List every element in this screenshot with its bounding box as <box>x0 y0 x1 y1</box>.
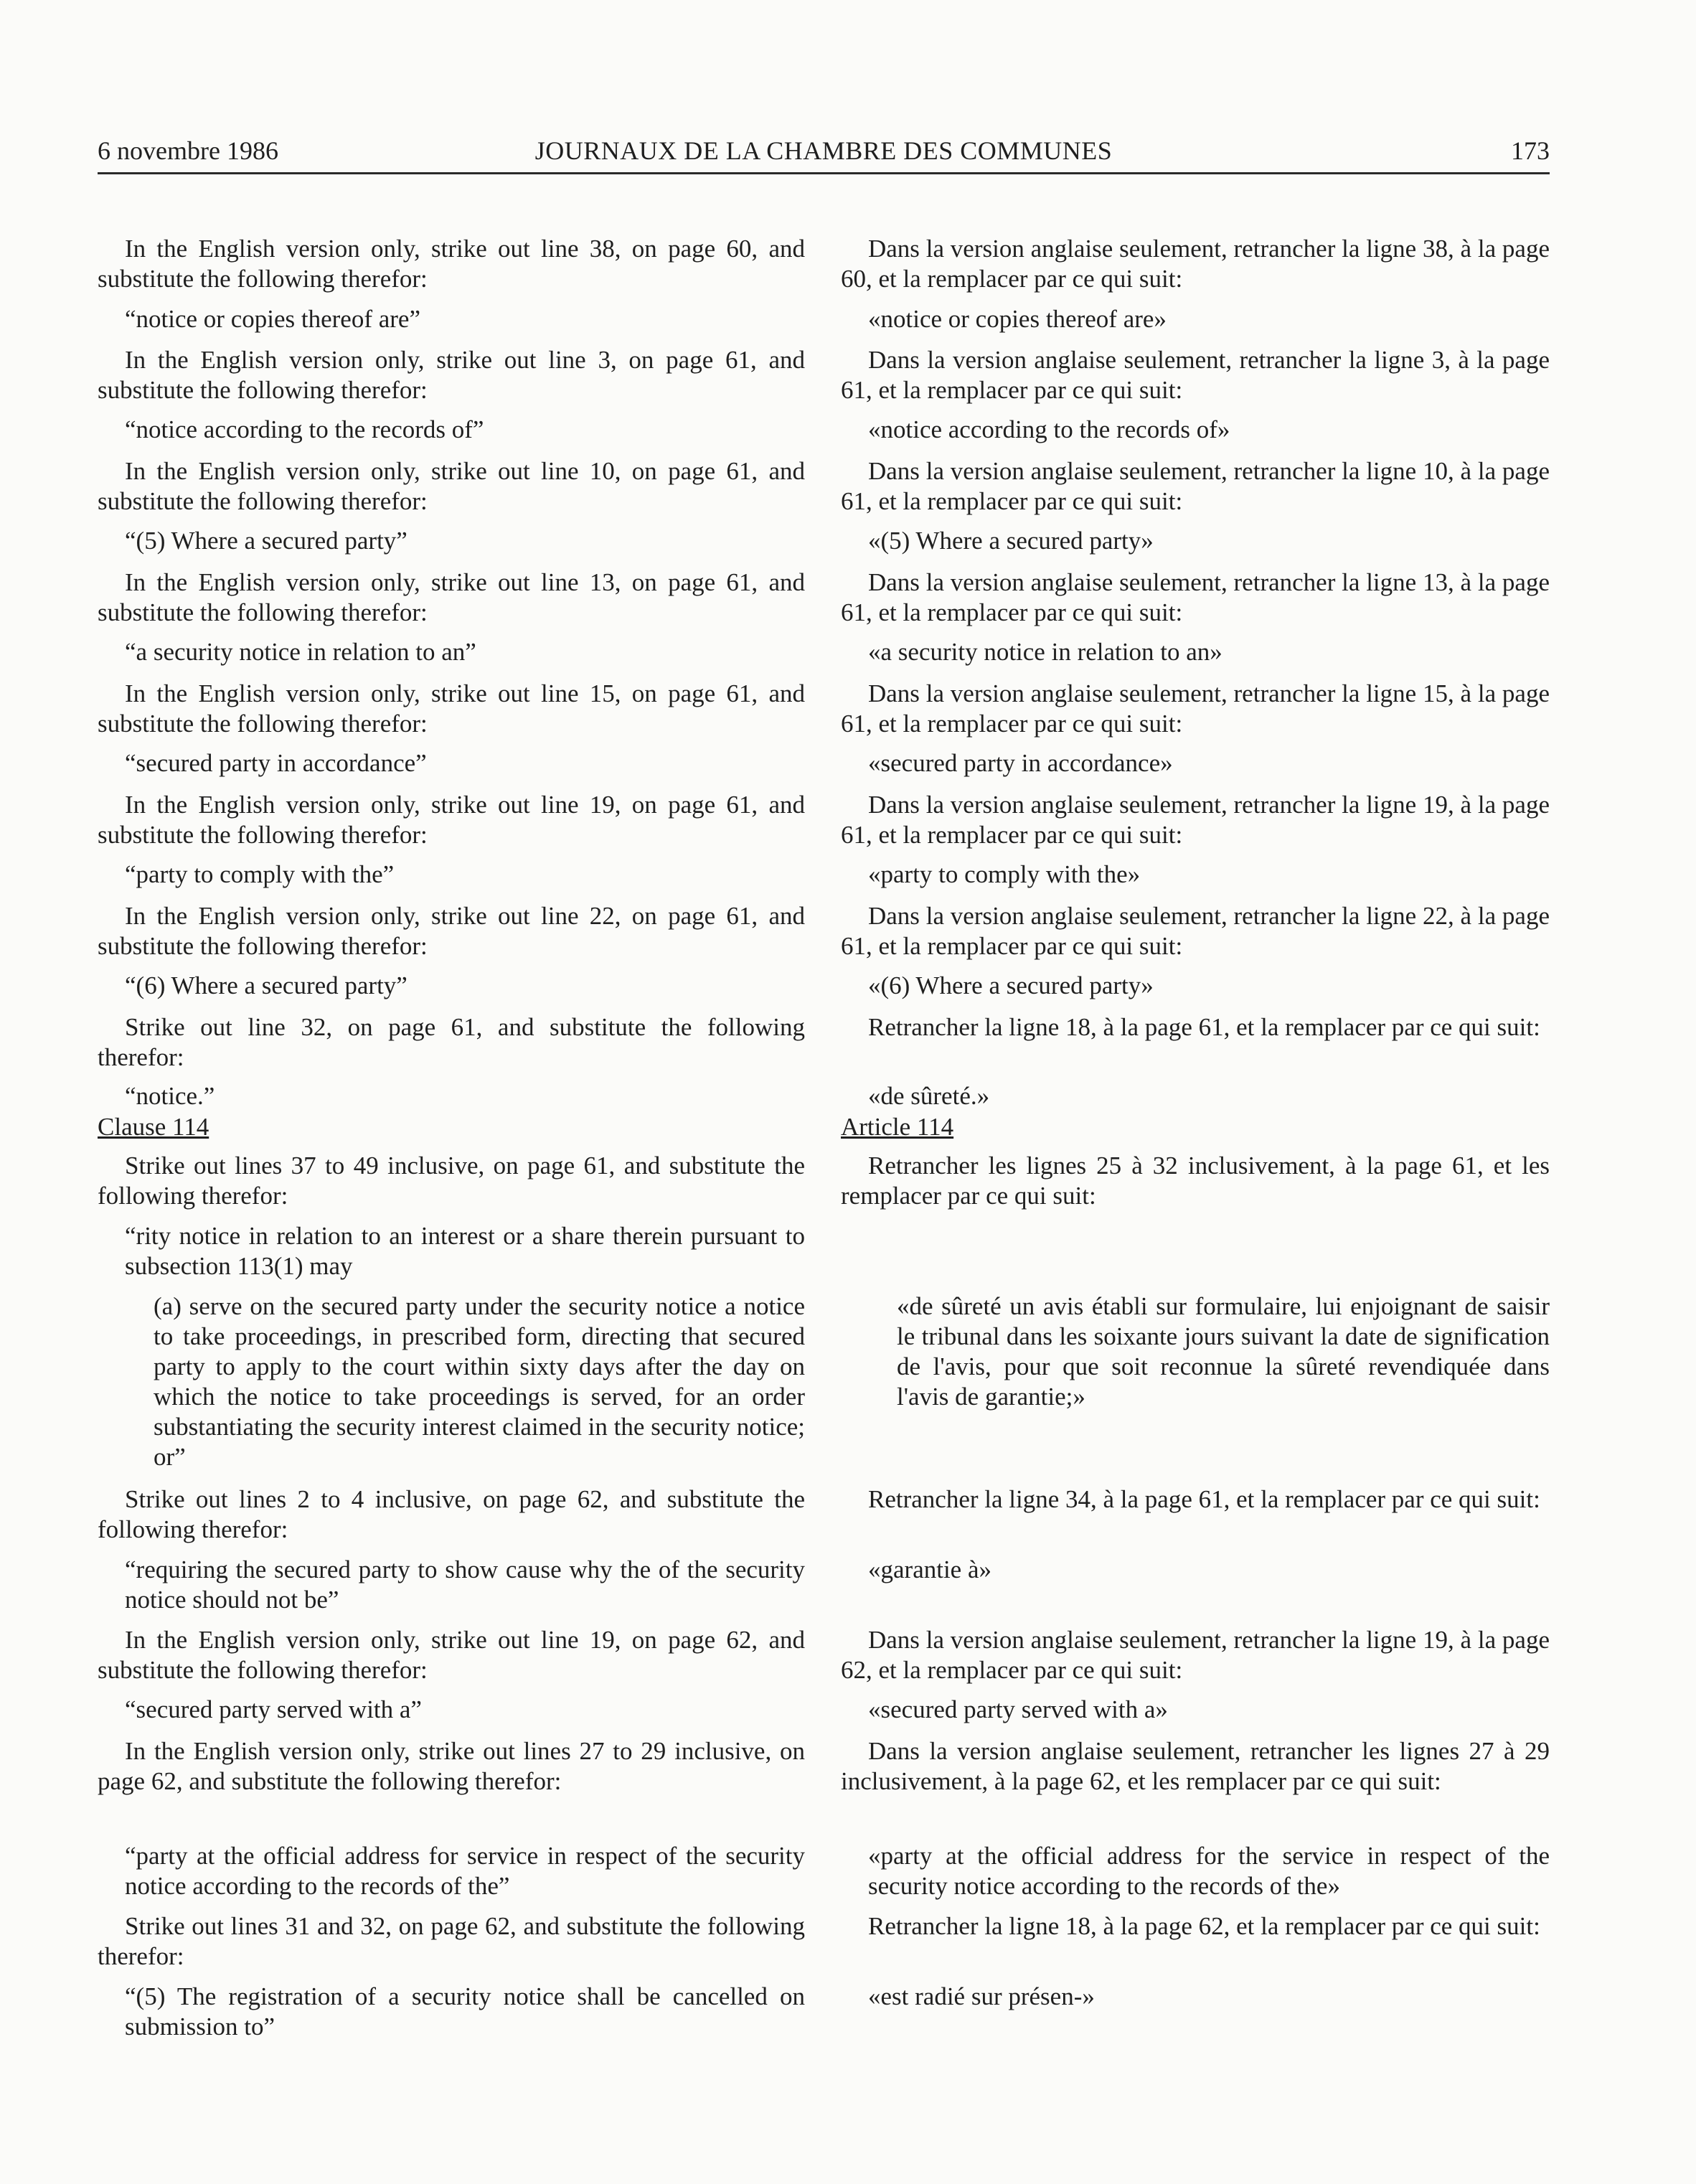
instruction-paragraph: Dans la version anglaise seulement, retrancher la ligne 19, à la page 61, et la remplacer par ce qui suit: <box>841 791 1550 849</box>
instruction-paragraph: Retrancher les lignes 25 à 32 inclusivement, à la page 61, et les remplacer par ce qui suit: <box>841 1152 1550 1210</box>
instruction-paragraph: In the English version only, strike out line 15, on page 61, and substitute the following therefor: <box>98 679 805 738</box>
instruction-paragraph: Dans la version anglaise seulement, retrancher la ligne 3, à la page 61, et la remplacer par ce qui suit: <box>841 346 1550 404</box>
instruction-paragraph: In the English version only, strike out line 38, on page 60, and substitute the following therefor: <box>98 235 805 293</box>
quoted-replacement: «secured party served with a» <box>868 1695 1168 1723</box>
quoted-replacement: «secured party in accordance» <box>868 749 1173 777</box>
quoted-replacement: “notice according to the records of” <box>125 415 484 443</box>
page-number: 173 <box>1511 136 1550 165</box>
instruction-paragraph: In the English version only, strike out line 19, on page 61, and substitute the following therefor: <box>98 791 805 849</box>
quoted-replacement: «de sûreté.» <box>868 1082 990 1110</box>
instruction-paragraph: Dans la version anglaise seulement, retrancher la ligne 22, à la page 61, et la remplacer par ce qui suit: <box>841 902 1550 960</box>
quoted-replacement: «notice according to the records of» <box>868 415 1230 443</box>
quoted-replacement: «garantie à» <box>868 1555 991 1583</box>
instruction-paragraph: Retrancher la ligne 18, à la page 61, et la remplacer par ce qui suit: <box>868 1013 1540 1041</box>
quoted-replacement: “party to comply with the” <box>125 860 395 888</box>
header-date: 6 novembre 1986 <box>98 136 278 165</box>
quoted-subparagraph: (a) serve on the secured party under the security notice a notice to take proceedings, in prescribed form, directing that secured party to apply to the court within sixty days after the day on which the notice to take proceedings is served, for an order substantiating the security interest claimed in the security notice; or” <box>154 1292 805 1471</box>
page-header <box>98 135 1550 174</box>
instruction-paragraph: Dans la version anglaise seulement, retrancher la ligne 19, à la page 62, et la remplacer par ce qui suit: <box>841 1626 1550 1684</box>
quoted-replacement: «de sûreté un avis établi sur formulaire, lui enjoignant de saisir le tribunal dans les soixante jours suivant la date de signification de l'avis, pour que soit reconnue la sûreté revendiquée dans l'avis de garantie;» <box>897 1292 1550 1411</box>
quoted-replacement: «a security notice in relation to an» <box>868 638 1222 666</box>
instruction-paragraph: In the English version only, strike out line 19, on page 62, and substitute the following therefor: <box>98 1626 805 1684</box>
instruction-paragraph: Strike out lines 31 and 32, on page 62, and substitute the following therefor: <box>98 1912 805 1970</box>
instruction-paragraph: In the English version only, strike out lines 27 to 29 inclusive, on page 62, and substitute the following therefor: <box>98 1737 805 1795</box>
quoted-replacement: «notice or copies thereof are» <box>868 305 1167 333</box>
quoted-replacement: “(6) Where a secured party” <box>125 971 407 999</box>
quoted-replacement: “notice or copies thereof are” <box>125 305 420 333</box>
instruction-paragraph: Retrancher la ligne 18, à la page 62, et la remplacer par ce qui suit: <box>868 1912 1540 1940</box>
quoted-replacement: “secured party served with a” <box>125 1695 422 1723</box>
instruction-paragraph: In the English version only, strike out line 3, on page 61, and substitute the following therefor: <box>98 346 805 404</box>
instruction-paragraph: In the English version only, strike out line 10, on page 61, and substitute the following therefor: <box>98 457 805 515</box>
quoted-replacement: “notice.” <box>125 1082 215 1110</box>
instruction-paragraph: Strike out line 32, on page 61, and substitute the following therefor: <box>98 1013 805 1071</box>
article-heading: Article 114 <box>841 1113 954 1141</box>
quoted-replacement: “requiring the secured party to show cause why the of the security notice should not be” <box>125 1555 805 1614</box>
instruction-paragraph: Dans la version anglaise seulement, retrancher la ligne 13, à la page 61, et la remplacer par ce qui suit: <box>841 568 1550 626</box>
quoted-replacement: “rity notice in relation to an interest or a share therein pursuant to subsection 113(1) may <box>125 1222 805 1280</box>
instruction-paragraph: In the English version only, strike out line 13, on page 61, and substitute the following therefor: <box>98 568 805 626</box>
instruction-paragraph: Dans la version anglaise seulement, retrancher les lignes 27 à 29 inclusivement, à la page 62, et les remplacer par ce qui suit: <box>841 1737 1550 1795</box>
instruction-paragraph: Strike out lines 2 to 4 inclusive, on page 62, and substitute the following therefor: <box>98 1485 805 1543</box>
quoted-replacement: «party to comply with the» <box>868 860 1141 888</box>
instruction-paragraph: In the English version only, strike out line 22, on page 61, and substitute the following therefor: <box>98 902 805 960</box>
clause-heading: Clause 114 <box>98 1113 209 1141</box>
quoted-replacement: “party at the official address for service in respect of the security notice according to the records of the” <box>125 1842 805 1900</box>
quoted-replacement: «(6) Where a secured party» <box>868 971 1154 999</box>
quoted-replacement: «est radié sur présen-» <box>868 1982 1095 2010</box>
instruction-paragraph: Dans la version anglaise seulement, retrancher la ligne 10, à la page 61, et la remplacer par ce qui suit: <box>841 457 1550 515</box>
quoted-replacement: «(5) Where a secured party» <box>868 527 1154 555</box>
quoted-replacement: “(5) Where a secured party” <box>125 527 407 555</box>
instruction-paragraph: Strike out lines 37 to 49 inclusive, on page 61, and substitute the following therefor: <box>98 1152 805 1210</box>
quoted-replacement: «party at the official address for the service in respect of the security notice according to the records of the» <box>868 1842 1550 1900</box>
quoted-replacement: “secured party in accordance” <box>125 749 427 777</box>
instruction-paragraph: Retrancher la ligne 34, à la page 61, et la remplacer par ce qui suit: <box>868 1485 1540 1513</box>
instruction-paragraph: Dans la version anglaise seulement, retrancher la ligne 15, à la page 61, et la remplacer par ce qui suit: <box>841 679 1550 738</box>
quoted-replacement: “(5) The registration of a security notice shall be cancelled on submission to” <box>125 1982 805 2041</box>
instruction-paragraph: Dans la version anglaise seulement, retrancher la ligne 38, à la page 60, et la remplacer par ce qui suit: <box>841 235 1550 293</box>
quoted-replacement: “a security notice in relation to an” <box>125 638 476 666</box>
header-title: JOURNAUX DE LA CHAMBRE DES COMMUNES <box>534 136 1113 165</box>
